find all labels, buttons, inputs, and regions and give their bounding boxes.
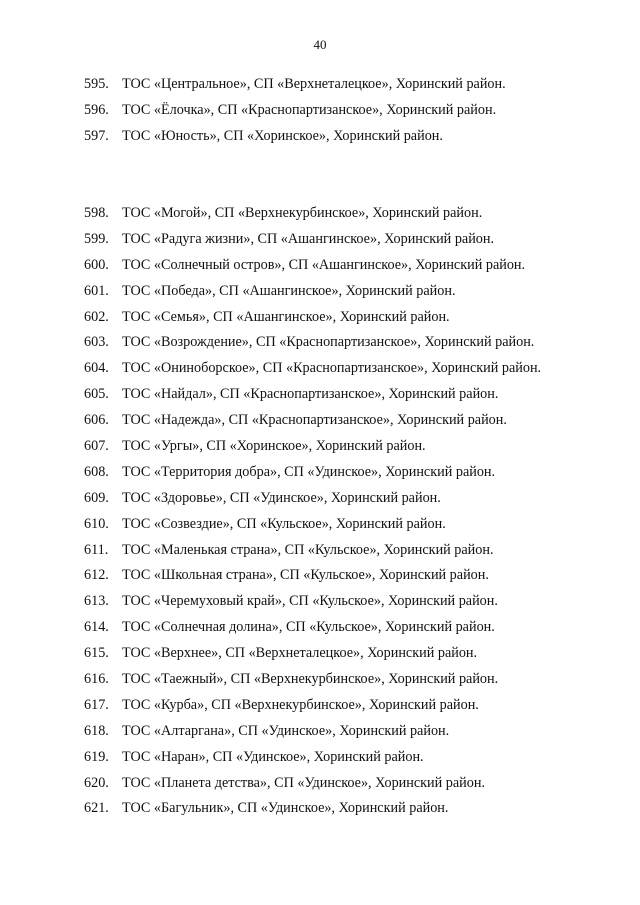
item-number: 611. <box>84 541 109 558</box>
list-item <box>84 486 541 512</box>
item-number: 599. <box>84 230 109 247</box>
item-text: ТОС «Семья», СП «Ашангинское», Хоринский район. <box>122 308 450 325</box>
item-text: ТОС «Черемуховый край», СП «Кульское», Хоринский район. <box>122 593 498 610</box>
item-text: ТОС «Найдал», СП «Краснопартизанское», Хоринский район. <box>122 386 499 403</box>
item-number: 602. <box>84 308 109 325</box>
list-item <box>84 279 541 305</box>
list-item <box>84 719 541 745</box>
item-text: ТОС «Солнечный остров», СП «Ашангинское», Хоринский район. <box>122 256 526 273</box>
item-text: ТОС «Ургы», СП «Хоринское», Хоринский район. <box>122 438 426 455</box>
item-text: ТОС «Наран», СП «Удинское», Хоринский район. <box>122 748 424 765</box>
list-item <box>84 796 541 822</box>
list-item <box>84 356 541 382</box>
item-number: 620. <box>84 774 109 791</box>
item-text: ТОС «Ёлочка», СП «Краснопартизанское», Хоринский район. <box>122 101 497 118</box>
item-number: 606. <box>84 412 109 429</box>
item-number: 598. <box>84 205 109 221</box>
list-item <box>84 227 541 253</box>
list-item <box>84 408 541 434</box>
list-item <box>84 771 541 797</box>
item-text: ТОС «Могой», СП «Верхнекурбинское», Хоринский район. <box>122 205 483 221</box>
list-item <box>84 201 541 227</box>
item-text: ТОС «Багульник», СП «Удинское», Хоринский район. <box>122 800 449 817</box>
item-number: 607. <box>84 438 109 455</box>
list-item <box>84 693 541 719</box>
item-text: ТОС «Территория добра», СП «Удинское», Хоринский район. <box>122 463 496 480</box>
item-number: 596. <box>84 101 109 118</box>
item-text: ТОС «Центральное», СП «Верхнеталецкое», Хоринский район. <box>122 76 506 92</box>
item-text: ТОС «Алтаргана», СП «Удинское», Хоринский район. <box>122 722 450 739</box>
item-number: 617. <box>84 696 109 713</box>
list-item <box>84 512 541 538</box>
list-item <box>84 98 506 124</box>
item-text: ТОС «Планета детства», СП «Удинское», Хоринский район. <box>122 774 486 791</box>
item-number: 601. <box>84 282 109 299</box>
item-text: ТОС «Маленькая страна», СП «Кульское», Хоринский район. <box>122 541 494 558</box>
list-group-b <box>84 201 541 822</box>
item-number: 621. <box>84 800 109 817</box>
item-number: 618. <box>84 722 109 739</box>
list-item <box>84 667 541 693</box>
list-item <box>84 745 541 771</box>
list-item <box>84 305 541 331</box>
list-item <box>84 330 541 356</box>
item-text: ТОС «Таежный», СП «Верхнекурбинское», Хоринский район. <box>122 671 499 688</box>
page-number: 40 <box>313 37 327 52</box>
item-text: ТОС «Школьная страна», СП «Кульское», Хоринский район. <box>122 567 489 584</box>
item-number: 603. <box>84 334 109 351</box>
item-number: 597. <box>84 127 109 144</box>
item-number: 615. <box>84 645 109 662</box>
item-number: 604. <box>84 360 109 377</box>
list-group-a <box>84 72 506 150</box>
list-item <box>84 253 541 279</box>
list-item <box>84 641 541 667</box>
list-item <box>84 460 541 486</box>
list-item <box>84 563 541 589</box>
item-number: 600. <box>84 256 109 273</box>
item-number: 613. <box>84 593 109 610</box>
item-text: ТОС «Надежда», СП «Краснопартизанское», Хоринский район. <box>122 412 507 429</box>
item-text: ТОС «Возрождение», СП «Краснопартизанское», Хоринский район. <box>122 334 535 351</box>
item-text: ТОС «Здоровье», СП «Удинское», Хоринский район. <box>122 489 441 506</box>
item-number: 612. <box>84 567 109 584</box>
list-item <box>84 72 506 98</box>
list-item <box>84 538 541 564</box>
item-number: 616. <box>84 671 109 688</box>
item-number: 614. <box>84 619 109 636</box>
item-number: 608. <box>84 463 109 480</box>
item-number: 595. <box>84 76 109 92</box>
item-text: ТОС «Созвездие», СП «Кульское», Хоринский район. <box>122 515 446 532</box>
item-text: ТОС «Юность», СП «Хоринское», Хоринский район. <box>122 127 443 144</box>
list-item <box>84 124 506 150</box>
item-number: 610. <box>84 515 109 532</box>
item-text: ТОС «Победа», СП «Ашангинскоe», Хоринский район. <box>122 282 456 299</box>
item-number: 605. <box>84 386 109 403</box>
list-item <box>84 434 541 460</box>
item-number: 619. <box>84 748 109 765</box>
item-text: ТОС «Радуга жизни», СП «Ашангинское», Хоринский район. <box>122 230 495 247</box>
item-number: 609. <box>84 489 109 506</box>
item-text: ТОС «Курба», СП «Верхнекурбинское», Хоринский район. <box>122 696 479 713</box>
list-item <box>84 589 541 615</box>
list-item <box>84 615 541 641</box>
item-text: ТОС «Солнечная долина», СП «Кульское», Хоринский район. <box>122 619 495 636</box>
list-item <box>84 382 541 408</box>
item-text: ТОС «Верхнее», СП «Верхнеталецкое», Хоринский район. <box>122 645 478 662</box>
item-text: ТОС «Онинoборское», СП «Краснопартизанское», Хоринский район. <box>122 360 542 377</box>
